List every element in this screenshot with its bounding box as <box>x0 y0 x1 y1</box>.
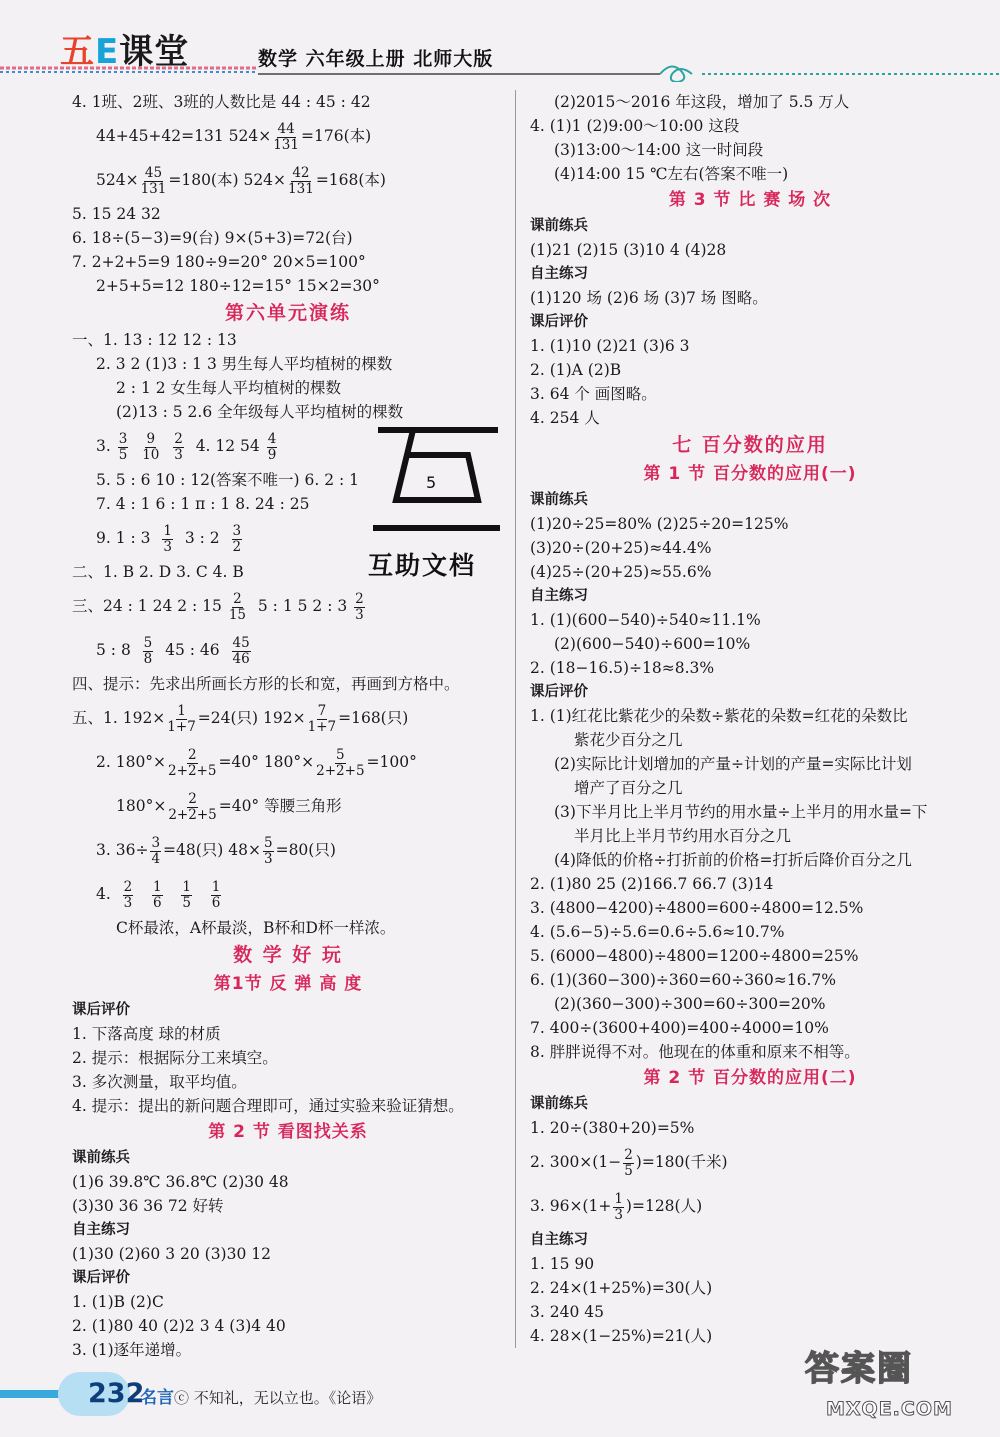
answer-line: 7. 400÷(3600+400)=400÷4000=10% <box>530 1019 829 1037</box>
answer-line: 1. (1)红花比紫花少的朵数÷紫花的朵数=红花的朵数比 <box>530 707 908 725</box>
answer-line: 524× $\frac{45}{131}$ =180(本) 524× $\frac{42}{131}$ =168(本) <box>96 164 386 197</box>
subheading: 课后评价 <box>72 1270 130 1286</box>
fraction: $\frac{1}{3}$ <box>614 1190 623 1223</box>
subheading: 自主练习 <box>530 266 588 282</box>
answer-line: (4)14:00 15 ℃左右(答案不唯一) <box>554 165 789 183</box>
answer-line: 4. 1班、2班、3班的人数比是 44 : 45 : 42 <box>72 93 371 111</box>
fraction: $\frac{1}{5}$ <box>182 878 191 911</box>
subheading: 课前练兵 <box>530 218 588 234</box>
right-column <box>530 90 970 1348</box>
subheading: 自主练习 <box>72 1222 130 1238</box>
section-heading: 第1节 反 弹 高 度 <box>213 974 363 994</box>
subheading: 课前练兵 <box>530 1096 588 1112</box>
site-url: MXQE.COM <box>826 1398 953 1420</box>
answer-line: 5. 15 24 32 <box>72 205 161 223</box>
answer-line: 3. 64 个 画图略。 <box>530 385 657 403</box>
answer-line: 2. 180°× $\frac{2}{2+2+5}$ =40° 180°× $\frac{5}{2+2+5}$ =100° <box>96 746 417 779</box>
answer-line: 4. (1)1 (2)9:00～10:00 这段 <box>530 117 740 135</box>
fraction: $\frac{44}{131}$ <box>273 120 299 153</box>
answer-line: (1)120 场 (2)6 场 (3)7 场 图略。 <box>530 289 768 307</box>
answer-line: 一、1. 13 : 12 12 : 13 <box>72 331 237 349</box>
fraction: $\frac{2}{2+2+5}$ <box>168 746 217 779</box>
answer-line: 1. (1)B (2)C <box>72 1293 164 1311</box>
answer-line: (2)13 : 5 2.6 全年级每人平均植树的棵数 <box>116 403 404 421</box>
answer-line: 7. 2+2+5=9 180÷9=20° 20×5=100° <box>72 253 366 271</box>
answer-line: 7. 4 : 1 6 : 1 π : 1 8. 24 : 25 <box>96 495 310 513</box>
answer-line: 2. 300×(1− $\frac{2}{5}$ )=180(千米) <box>530 1146 728 1179</box>
fraction: $\frac{9}{10}$ <box>142 430 160 463</box>
answer-line: 1. 15 90 <box>530 1255 595 1273</box>
answer-line: 3. 96×(1+ $\frac{1}{3}$ )=128(人) <box>530 1190 703 1223</box>
fraction: $\frac{2}{15}$ <box>228 590 247 623</box>
fraction: $\frac{5}{2+2+5}$ <box>316 746 365 779</box>
answer-line: (3)30 36 36 72 好转 <box>72 1197 224 1215</box>
subheading: 课前练兵 <box>530 492 588 508</box>
answer-line: (1)20÷25=80% (2)25÷20=125% <box>530 515 789 533</box>
fraction: $\frac{3}{4}$ <box>151 834 161 867</box>
subheading: 自主练习 <box>530 1232 588 1248</box>
answer-line: 2. (1)80 40 (2)2 3 4 (3)4 40 <box>72 1317 286 1335</box>
subheading: 课后评价 <box>530 684 588 700</box>
fraction: $\frac{45}{131}$ <box>140 164 167 197</box>
answer-line: 1. (1)10 (2)21 (3)6 3 <box>530 337 690 355</box>
answer-line: (4)降低的价格÷打折前的价格=打折后降价百分之几 <box>554 851 912 869</box>
section-heading: 第 2 节 百分数的应用(二) <box>643 1068 857 1088</box>
answer-line: 增产了百分之几 <box>574 779 683 797</box>
answer-line: (1)30 (2)60 3 20 (3)30 12 <box>72 1245 271 1263</box>
quote-label: 名言 <box>140 1388 174 1408</box>
answer-line: 2. (1)A (2)B <box>530 361 622 379</box>
left-column <box>72 90 504 1362</box>
answer-line: 5. (6000−4800)÷4800=1200÷4800=25% <box>530 947 859 965</box>
answer-line: 5. 5 : 6 10 : 12(答案不唯一) 6. 2 : 1 <box>96 471 360 489</box>
quote-icon: ⓒ <box>174 1389 190 1407</box>
answer-line: 5 : 8 $\frac{5}{8}$ 45 : 46 $\frac{45}{46}$ <box>96 634 250 667</box>
header-decoration <box>0 62 1000 82</box>
answer-line: (3)20÷(20+25)≈44.4% <box>530 539 712 557</box>
answer-line: 二、1. B 2. D 3. C 4. B <box>72 563 244 581</box>
answer-line: 4. 提示：提出的新问题合理即可，通过实验来验证猜想。 <box>72 1097 464 1115</box>
subheading: 课后评价 <box>72 1002 130 1018</box>
answer-line: 2. 提示：根据际分工来填空。 <box>72 1049 278 1067</box>
answer-line: 3. $\frac{3}{5}$ $\frac{9}{10}$ $\frac{2}{3}$ 4. 12 54 $\frac{4}{9}$ <box>96 430 277 463</box>
answer-line: C杯最浓，A杯最淡，B杯和D杯一样浓。 <box>116 919 396 937</box>
subheading: 课前练兵 <box>72 1150 130 1166</box>
answer-line: 2+5+5=12 180÷12=15° 15×2=30° <box>96 277 380 295</box>
answer-line: (2)2015～2016 年这段，增加了 5.5 万人 <box>554 93 850 111</box>
answer-line: 3. 多次测量，取平均值。 <box>72 1073 247 1091</box>
fraction: $\frac{1}{3}$ <box>163 522 172 555</box>
fraction: $\frac{2}{3}$ <box>174 430 183 463</box>
answer-line: 2. 3 2 (1)3 : 1 3 男生每人平均植树的棵数 <box>96 355 393 373</box>
answer-line: 1. 下落高度 球的材质 <box>72 1025 221 1043</box>
fraction: $\frac{7}{1+7}$ <box>307 702 337 735</box>
answer-line: 6. 18÷(5−3)=9(台) 9×(5+3)=72(台) <box>72 229 353 247</box>
answer-line: 3. 240 45 <box>530 1303 604 1321</box>
fraction: $\frac{2}{5}$ <box>624 1146 633 1179</box>
answer-line: 1. 20÷(380+20)=5% <box>530 1119 695 1137</box>
answer-line: 4. $\frac{2}{3}$ $\frac{1}{6}$ $\frac{1}{5}$ $\frac{1}{6}$ <box>96 878 221 911</box>
fraction: $\frac{1}{6}$ <box>153 878 162 911</box>
answer-line: 3. (1)逐年递增。 <box>72 1341 192 1359</box>
section-heading: 第 3 节 比 赛 场 次 <box>668 190 832 210</box>
fraction: $\frac{45}{46}$ <box>232 634 250 667</box>
answer-line: 180°× $\frac{2}{2+2+5}$ =40° 等腰三角形 <box>116 790 342 823</box>
answer-line: 2. (1)80 25 (2)166.7 66.7 (3)14 <box>530 875 774 893</box>
answer-line: 半月比上半月节约用水百分之几 <box>574 827 792 845</box>
answer-line: (2)(600−540)÷600=10% <box>554 635 751 653</box>
fraction: $\frac{5}{3}$ <box>263 834 273 867</box>
answer-line: 三、24 : 1 24 2 : 15 $\frac{2}{15}$ 5 : 1 5 2 : 3 $\frac{2}{3}$ <box>72 590 364 623</box>
book-title: 数学 六年级上册 北师大版 <box>258 48 494 70</box>
svg-text:5: 5 <box>426 473 437 492</box>
answer-line: 4. 28×(1−25%)=21(人) <box>530 1327 713 1345</box>
fraction: $\frac{1}{6}$ <box>211 878 221 911</box>
footer-quote: 名言ⓒ 不知礼，无以立也。《论语》 <box>140 1388 382 1408</box>
answer-line: 9. 1 : 3 $\frac{1}{3}$ 3 : 2 $\frac{3}{2}$ <box>96 522 242 555</box>
brand-logo: 五E课堂 <box>60 32 190 72</box>
answer-line: 2 : 1 2 女生每人平均植树的棵数 <box>116 379 342 397</box>
answer-line: 44+45+42=131 524× $\frac{44}{131}$ =176(本) <box>96 120 372 153</box>
answer-line: (2)(360−300)÷300=60÷300=20% <box>554 995 826 1013</box>
page-header <box>0 0 1000 84</box>
watermark-text: 互助文档 <box>368 551 477 580</box>
fraction: $\frac{1}{1+7}$ <box>167 702 196 735</box>
subheading: 自主练习 <box>530 588 588 604</box>
fraction: $\frac{2}{3}$ <box>355 590 364 623</box>
answer-line: 四、提示：先求出所画长方形的长和宽，再画到方格中。 <box>72 675 460 693</box>
fraction: $\frac{5}{8}$ <box>143 634 153 667</box>
fraction: $\frac{42}{131}$ <box>288 164 314 197</box>
answer-line: (1)21 (2)15 (3)10 4 (4)28 <box>530 241 727 259</box>
section-heading: 第 2 节 看图找关系 <box>208 1122 368 1142</box>
unit-heading: 七 百分数的应用 <box>672 434 828 456</box>
answer-line: 4. 254 人 <box>530 409 600 427</box>
answer-line: 紫花少百分之几 <box>574 731 683 749</box>
site-logo: 答案圈 <box>805 1349 913 1389</box>
answer-line: 2. 24×(1+25%)=30(人) <box>530 1279 713 1297</box>
answer-line: 8. 胖胖说得不对。他现在的体重和原来不相等。 <box>530 1043 860 1061</box>
answer-line: (1)6 39.8℃ 36.8℃ (2)30 48 <box>72 1173 289 1191</box>
answer-line: 3. (4800−4200)÷4800=600÷4800=12.5% <box>530 899 864 917</box>
fraction: $\frac{2}{2+2+5}$ <box>168 790 217 823</box>
fraction: $\frac{2}{3}$ <box>123 878 133 911</box>
answer-line: 3. 36÷ $\frac{3}{4}$ =48(只) 48× $\frac{5}{3}$ =80(只) <box>96 834 336 867</box>
fraction: $\frac{4}{9}$ <box>267 430 277 463</box>
page-number: 232 <box>88 1378 145 1409</box>
unit-heading: 第六单元演练 <box>224 302 351 324</box>
answer-line: 6. (1)(360−300)÷360=60÷360≈16.7% <box>530 971 837 989</box>
section-heading: 第 1 节 百分数的应用(一) <box>643 464 857 484</box>
answer-line: (4)25÷(20+25)≈55.6% <box>530 563 712 581</box>
subheading: 课后评价 <box>530 314 588 330</box>
answer-line: (3)下半月比上半月节约的用水量÷上半月的用水量=下 <box>554 803 928 821</box>
fraction: $\frac{3}{5}$ <box>118 430 128 463</box>
column-divider <box>515 90 516 1348</box>
answer-line: 1. (1)(600−540)÷540≈11.1% <box>530 611 761 629</box>
answer-line: 五、1. 192× $\frac{1}{1+7}$ =24(只) 192× $\frac{7}{1+7}$ =168(只) <box>72 702 409 735</box>
answer-line: 2. (18−16.5)÷18≈8.3% <box>530 659 715 677</box>
answer-line: 4. (5.6−5)÷5.6=0.6÷5.6≈10.7% <box>530 923 785 941</box>
fraction: $\frac{3}{2}$ <box>232 522 242 555</box>
answer-line: (2)实际比计划增加的产量÷计划的产量=实际比计划 <box>554 755 912 773</box>
section-heading: 数 学 好 玩 <box>233 944 343 966</box>
answer-line: (3)13:00～14:00 这一时间段 <box>554 141 764 159</box>
